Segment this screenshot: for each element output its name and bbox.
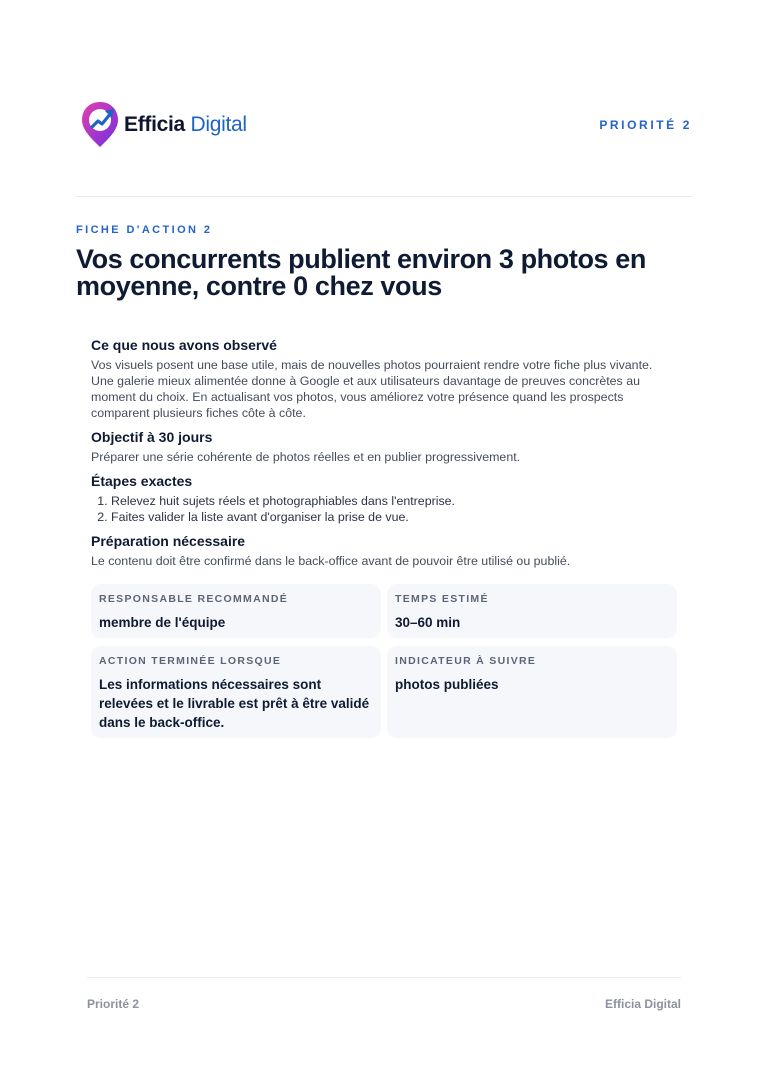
done-when-value: Les informations nécessaires sont relevées et le livrable est prêt à être validé dans le back-office. (99, 677, 370, 730)
objective-text: Préparer une série cohérente de photos réelles et en publier progressivement. (91, 450, 521, 464)
time-value: 30–60 min (395, 615, 461, 630)
objective-heading: Objectif à 30 jours (91, 429, 213, 445)
done-when-label: ACTION TERMINÉE LORSQUE (99, 655, 282, 667)
brand-logo (80, 100, 247, 148)
footer-priority: Priorité 2 (87, 997, 140, 1011)
preparation-text: Le contenu doit être confirmé dans le back-office avant de pouvoir être utilisé ou publié. (91, 554, 571, 568)
list-item: 1. Relevez huit sujets réels et photographiables dans l'entreprise. (111, 493, 676, 509)
steps-section (91, 472, 676, 525)
owner-card (91, 584, 381, 638)
done-when-card (91, 646, 381, 738)
footer-brand: Efficia Digital (604, 997, 681, 1011)
owner-value: membre de l'équipe (99, 615, 226, 630)
list-item: 2. Faites valider la liste avant d'organiser la prise de vue. (111, 509, 676, 525)
page-header (76, 98, 692, 154)
priority-tag: PRIORITÉ 2 (599, 118, 692, 132)
footer-divider (87, 977, 681, 978)
indicator-label: INDICATEUR À SUIVRE (395, 655, 537, 667)
preparation-section (91, 532, 676, 569)
observed-heading: Ce que nous avons observé (91, 337, 277, 353)
steps-list (91, 493, 676, 525)
objective-section (91, 428, 676, 465)
header-divider (76, 196, 692, 197)
time-card (387, 584, 677, 638)
observed-text: Vos visuels posent une base utile, mais de nouvelles photos pourraient rendre votre fiche plus vivante. Une galerie mieux alimentée donne à Google et aux utilisateurs davantage de preuves concrètes au moment du choix. En actualisant vos photos, vous améliorez votre présence quand les prospects comparent plusieurs fiches côte à côte. (91, 358, 653, 420)
time-label: TEMPS ESTIMÉ (395, 593, 489, 605)
action-sheet-kicker: FICHE D'ACTION 2 (76, 224, 213, 236)
brand-name (124, 114, 247, 135)
action-content (91, 336, 676, 576)
location-pin-logo-icon (80, 100, 120, 148)
brand-name-bold: Efficia (124, 112, 185, 136)
indicator-card (387, 646, 677, 738)
steps-heading: Étapes exactes (91, 473, 193, 489)
indicator-value: photos publiées (395, 677, 499, 692)
observed-section (91, 336, 676, 421)
preparation-heading: Préparation nécessaire (91, 533, 246, 549)
owner-label: RESPONSABLE RECOMMANDÉ (99, 593, 289, 605)
page-title: Vos concurrents publient environ 3 photos en moyenne, contre 0 chez vous (76, 244, 646, 301)
brand-name-light: Digital (190, 112, 247, 136)
